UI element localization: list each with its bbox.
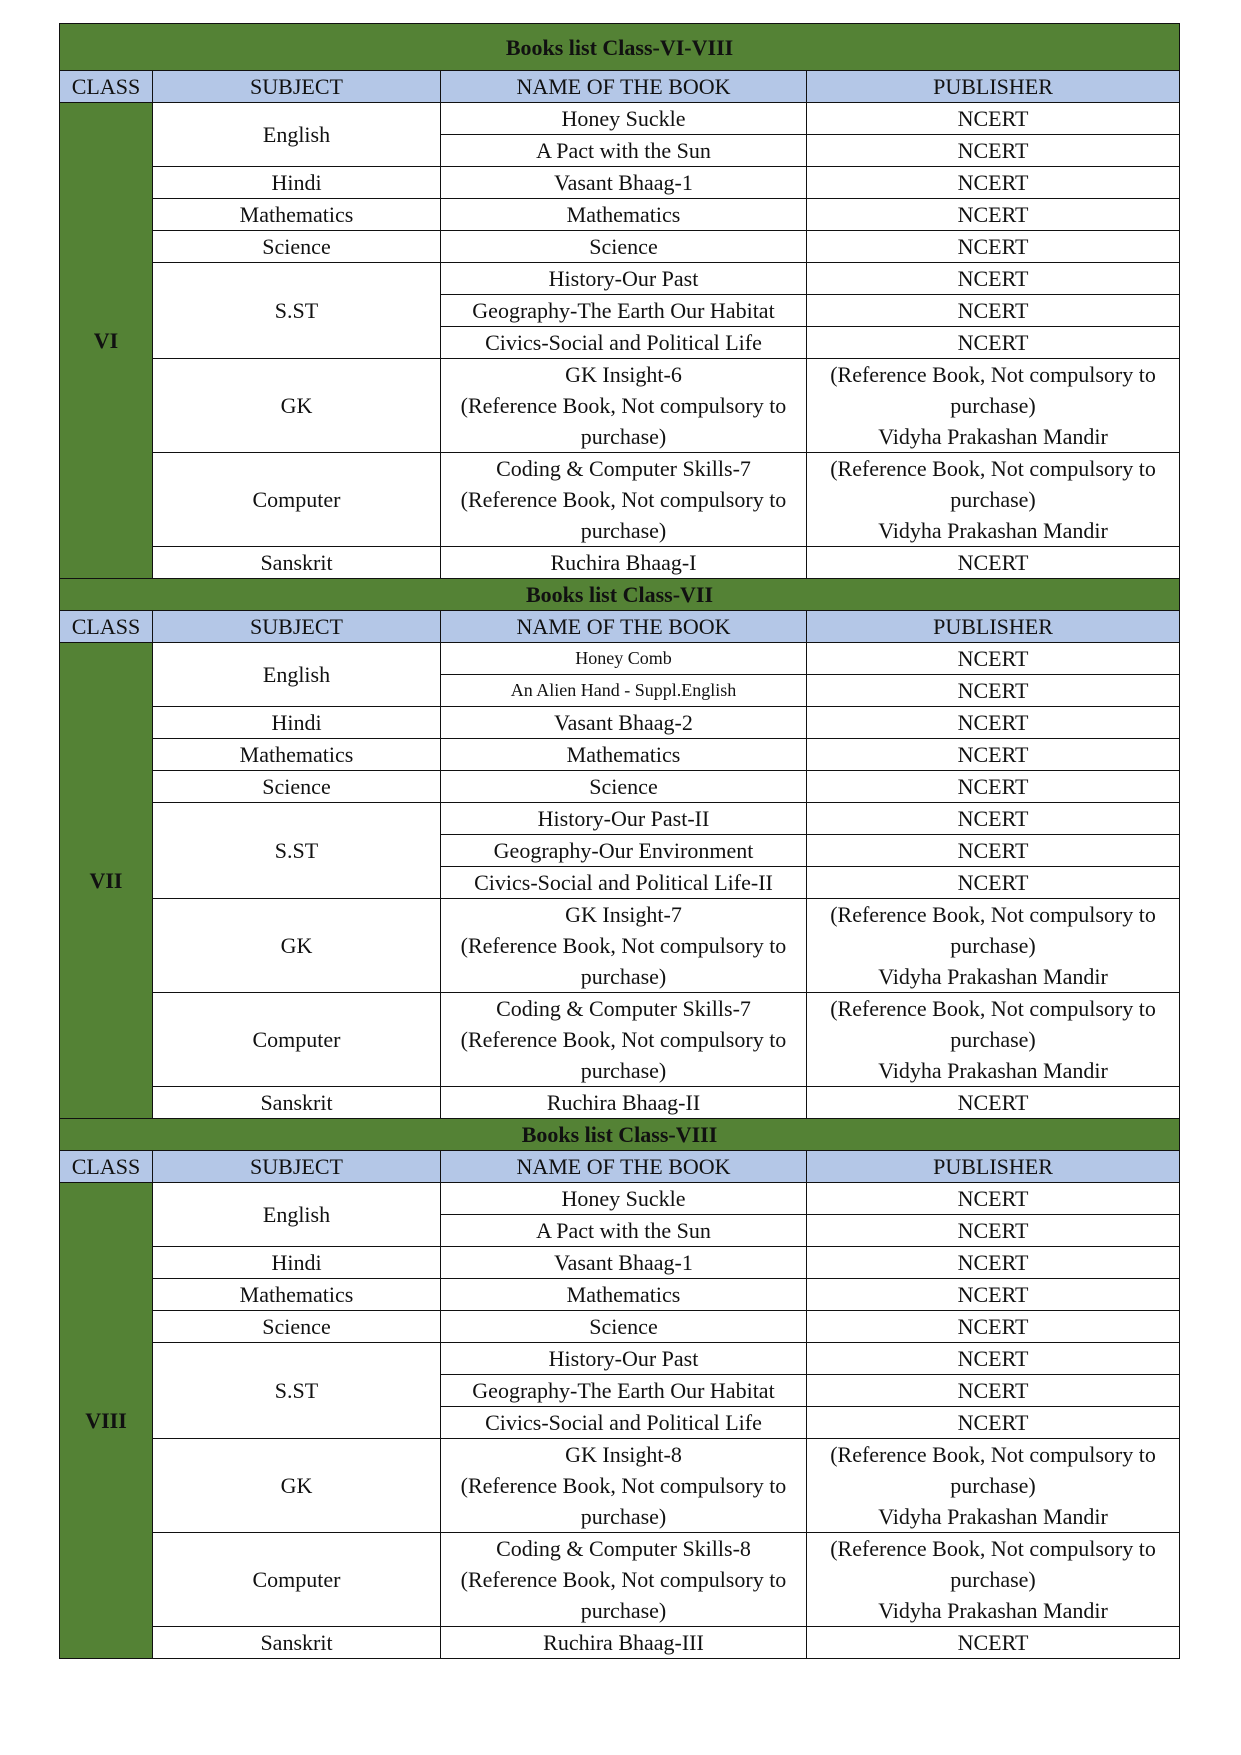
subject-cell: GK (153, 1439, 441, 1533)
page-title: Books list Class-VI-VIII (60, 24, 1180, 71)
publisher-cell: NCERT (807, 1215, 1180, 1247)
header-class: CLASS (60, 1151, 153, 1183)
subject-cell: S.ST (153, 263, 441, 359)
book-cell: Geography-The Earth Our Habitat (441, 295, 807, 327)
subject-cell: Mathematics (153, 739, 441, 771)
book-cell: Civics-Social and Political Life-II (441, 867, 807, 899)
subject-cell: S.ST (153, 1343, 441, 1439)
book-cell: History-Our Past (441, 1343, 807, 1375)
publisher-cell: NCERT (807, 643, 1180, 675)
book-cell: A Pact with the Sun (441, 135, 807, 167)
book-cell: Vasant Bhaag-2 (441, 707, 807, 739)
section-title: Books list Class-VII (60, 579, 1180, 611)
book-cell: Geography-Our Environment (441, 835, 807, 867)
publisher-cell: (Reference Book, Not compulsory to purchase) Vidyha Prakashan Mandir (807, 1533, 1180, 1627)
table-row (60, 611, 1180, 643)
table-row (60, 1151, 1180, 1183)
publisher-cell: NCERT (807, 135, 1180, 167)
publisher-cell: NCERT (807, 327, 1180, 359)
book-cell: Vasant Bhaag-1 (441, 1247, 807, 1279)
class-label: VI (60, 103, 153, 579)
publisher-cell: NCERT (807, 1247, 1180, 1279)
book-cell: Coding & Computer Skills-7 (Reference Book, Not compulsory to purchase) (441, 993, 807, 1087)
table-row (60, 707, 1180, 739)
publisher-cell: NCERT (807, 1087, 1180, 1119)
table-row (60, 167, 1180, 199)
subject-cell: Mathematics (153, 1279, 441, 1311)
book-cell: A Pact with the Sun (441, 1215, 807, 1247)
publisher-cell: NCERT (807, 739, 1180, 771)
publisher-cell: NCERT (807, 867, 1180, 899)
publisher-cell: NCERT (807, 707, 1180, 739)
subject-cell: Sanskrit (153, 1627, 441, 1659)
table-row (60, 1343, 1180, 1375)
section-title: Books list Class-VIII (60, 1119, 1180, 1151)
header-publisher: PUBLISHER (807, 1151, 1180, 1183)
book-cell: History-Our Past-II (441, 803, 807, 835)
table-row (60, 547, 1180, 579)
table-row (60, 1627, 1180, 1659)
subject-cell: Computer (153, 453, 441, 547)
subject-cell: English (153, 1183, 441, 1247)
table-row (60, 71, 1180, 103)
book-cell: Geography-The Earth Our Habitat (441, 1375, 807, 1407)
book-cell: Honey Suckle (441, 1183, 807, 1215)
publisher-cell: NCERT (807, 803, 1180, 835)
table-row (60, 231, 1180, 263)
book-cell: History-Our Past (441, 263, 807, 295)
publisher-cell: (Reference Book, Not compulsory to purchase) Vidyha Prakashan Mandir (807, 1439, 1180, 1533)
publisher-cell: NCERT (807, 167, 1180, 199)
publisher-cell: (Reference Book, Not compulsory to purchase) Vidyha Prakashan Mandir (807, 453, 1180, 547)
publisher-cell: NCERT (807, 1627, 1180, 1659)
publisher-cell: NCERT (807, 1343, 1180, 1375)
table-row (60, 1119, 1180, 1151)
book-cell: Coding & Computer Skills-7 (Reference Book, Not compulsory to purchase) (441, 453, 807, 547)
subject-cell: GK (153, 899, 441, 993)
book-cell: Honey Suckle (441, 103, 807, 135)
subject-cell: GK (153, 359, 441, 453)
table-row (60, 1279, 1180, 1311)
subject-cell: S.ST (153, 803, 441, 899)
book-cell: Vasant Bhaag-1 (441, 167, 807, 199)
book-cell: Ruchira Bhaag-II (441, 1087, 807, 1119)
header-publisher: PUBLISHER (807, 611, 1180, 643)
header-publisher: PUBLISHER (807, 71, 1180, 103)
publisher-cell: NCERT (807, 231, 1180, 263)
subject-cell: Computer (153, 993, 441, 1087)
publisher-cell: NCERT (807, 1375, 1180, 1407)
subject-cell: Science (153, 1311, 441, 1343)
subject-cell: English (153, 643, 441, 707)
publisher-cell: (Reference Book, Not compulsory to purchase) Vidyha Prakashan Mandir (807, 993, 1180, 1087)
book-cell: Ruchira Bhaag-I (441, 547, 807, 579)
header-subject: SUBJECT (153, 1151, 441, 1183)
header-class: CLASS (60, 611, 153, 643)
header-book: NAME OF THE BOOK (441, 611, 807, 643)
header-book: NAME OF THE BOOK (441, 1151, 807, 1183)
book-cell: GK Insight-6 (Reference Book, Not compulsory to purchase) (441, 359, 807, 453)
table-row (60, 803, 1180, 835)
header-subject: SUBJECT (153, 71, 441, 103)
table-row (60, 1087, 1180, 1119)
publisher-cell: NCERT (807, 263, 1180, 295)
subject-cell: Computer (153, 1533, 441, 1627)
publisher-cell: NCERT (807, 675, 1180, 707)
table-row (60, 643, 1180, 675)
book-cell: Civics-Social and Political Life (441, 1407, 807, 1439)
publisher-cell: NCERT (807, 771, 1180, 803)
header-subject: SUBJECT (153, 611, 441, 643)
table-row (60, 739, 1180, 771)
book-cell: Mathematics (441, 199, 807, 231)
publisher-cell: NCERT (807, 103, 1180, 135)
header-class: CLASS (60, 71, 153, 103)
book-cell: Coding & Computer Skills-8 (Reference Book, Not compulsory to purchase) (441, 1533, 807, 1627)
book-cell: Science (441, 1311, 807, 1343)
table-row (60, 199, 1180, 231)
book-cell: Mathematics (441, 739, 807, 771)
table-row (60, 263, 1180, 295)
table-row (60, 103, 1180, 135)
publisher-cell: NCERT (807, 547, 1180, 579)
table-row (60, 771, 1180, 803)
subject-cell: Hindi (153, 167, 441, 199)
header-book: NAME OF THE BOOK (441, 71, 807, 103)
books-table (59, 23, 1180, 1659)
class-label: VII (60, 643, 153, 1119)
publisher-cell: NCERT (807, 1407, 1180, 1439)
table-row (60, 579, 1180, 611)
publisher-cell: NCERT (807, 295, 1180, 327)
subject-cell: Science (153, 771, 441, 803)
table-row (60, 1247, 1180, 1279)
publisher-cell: NCERT (807, 835, 1180, 867)
book-cell: GK Insight-7 (Reference Book, Not compulsory to purchase) (441, 899, 807, 993)
book-cell: Science (441, 231, 807, 263)
publisher-cell: NCERT (807, 1311, 1180, 1343)
subject-cell: English (153, 103, 441, 167)
book-cell: Ruchira Bhaag-III (441, 1627, 807, 1659)
book-cell: An Alien Hand - Suppl.English (441, 675, 807, 707)
publisher-cell: (Reference Book, Not compulsory to purchase) Vidyha Prakashan Mandir (807, 899, 1180, 993)
publisher-cell: NCERT (807, 1183, 1180, 1215)
book-cell: GK Insight-8 (Reference Book, Not compulsory to purchase) (441, 1439, 807, 1533)
subject-cell: Science (153, 231, 441, 263)
publisher-cell: NCERT (807, 199, 1180, 231)
book-cell: Honey Comb (441, 643, 807, 675)
subject-cell: Hindi (153, 1247, 441, 1279)
table-row (60, 1311, 1180, 1343)
book-cell: Mathematics (441, 1279, 807, 1311)
publisher-cell: (Reference Book, Not compulsory to purchase) Vidyha Prakashan Mandir (807, 359, 1180, 453)
table-row (60, 1183, 1180, 1215)
subject-cell: Mathematics (153, 199, 441, 231)
book-cell: Civics-Social and Political Life (441, 327, 807, 359)
publisher-cell: NCERT (807, 1279, 1180, 1311)
subject-cell: Sanskrit (153, 1087, 441, 1119)
book-cell: Science (441, 771, 807, 803)
book-list-sheet (59, 23, 1179, 1659)
subject-cell: Sanskrit (153, 547, 441, 579)
class-label: VIII (60, 1183, 153, 1659)
subject-cell: Hindi (153, 707, 441, 739)
